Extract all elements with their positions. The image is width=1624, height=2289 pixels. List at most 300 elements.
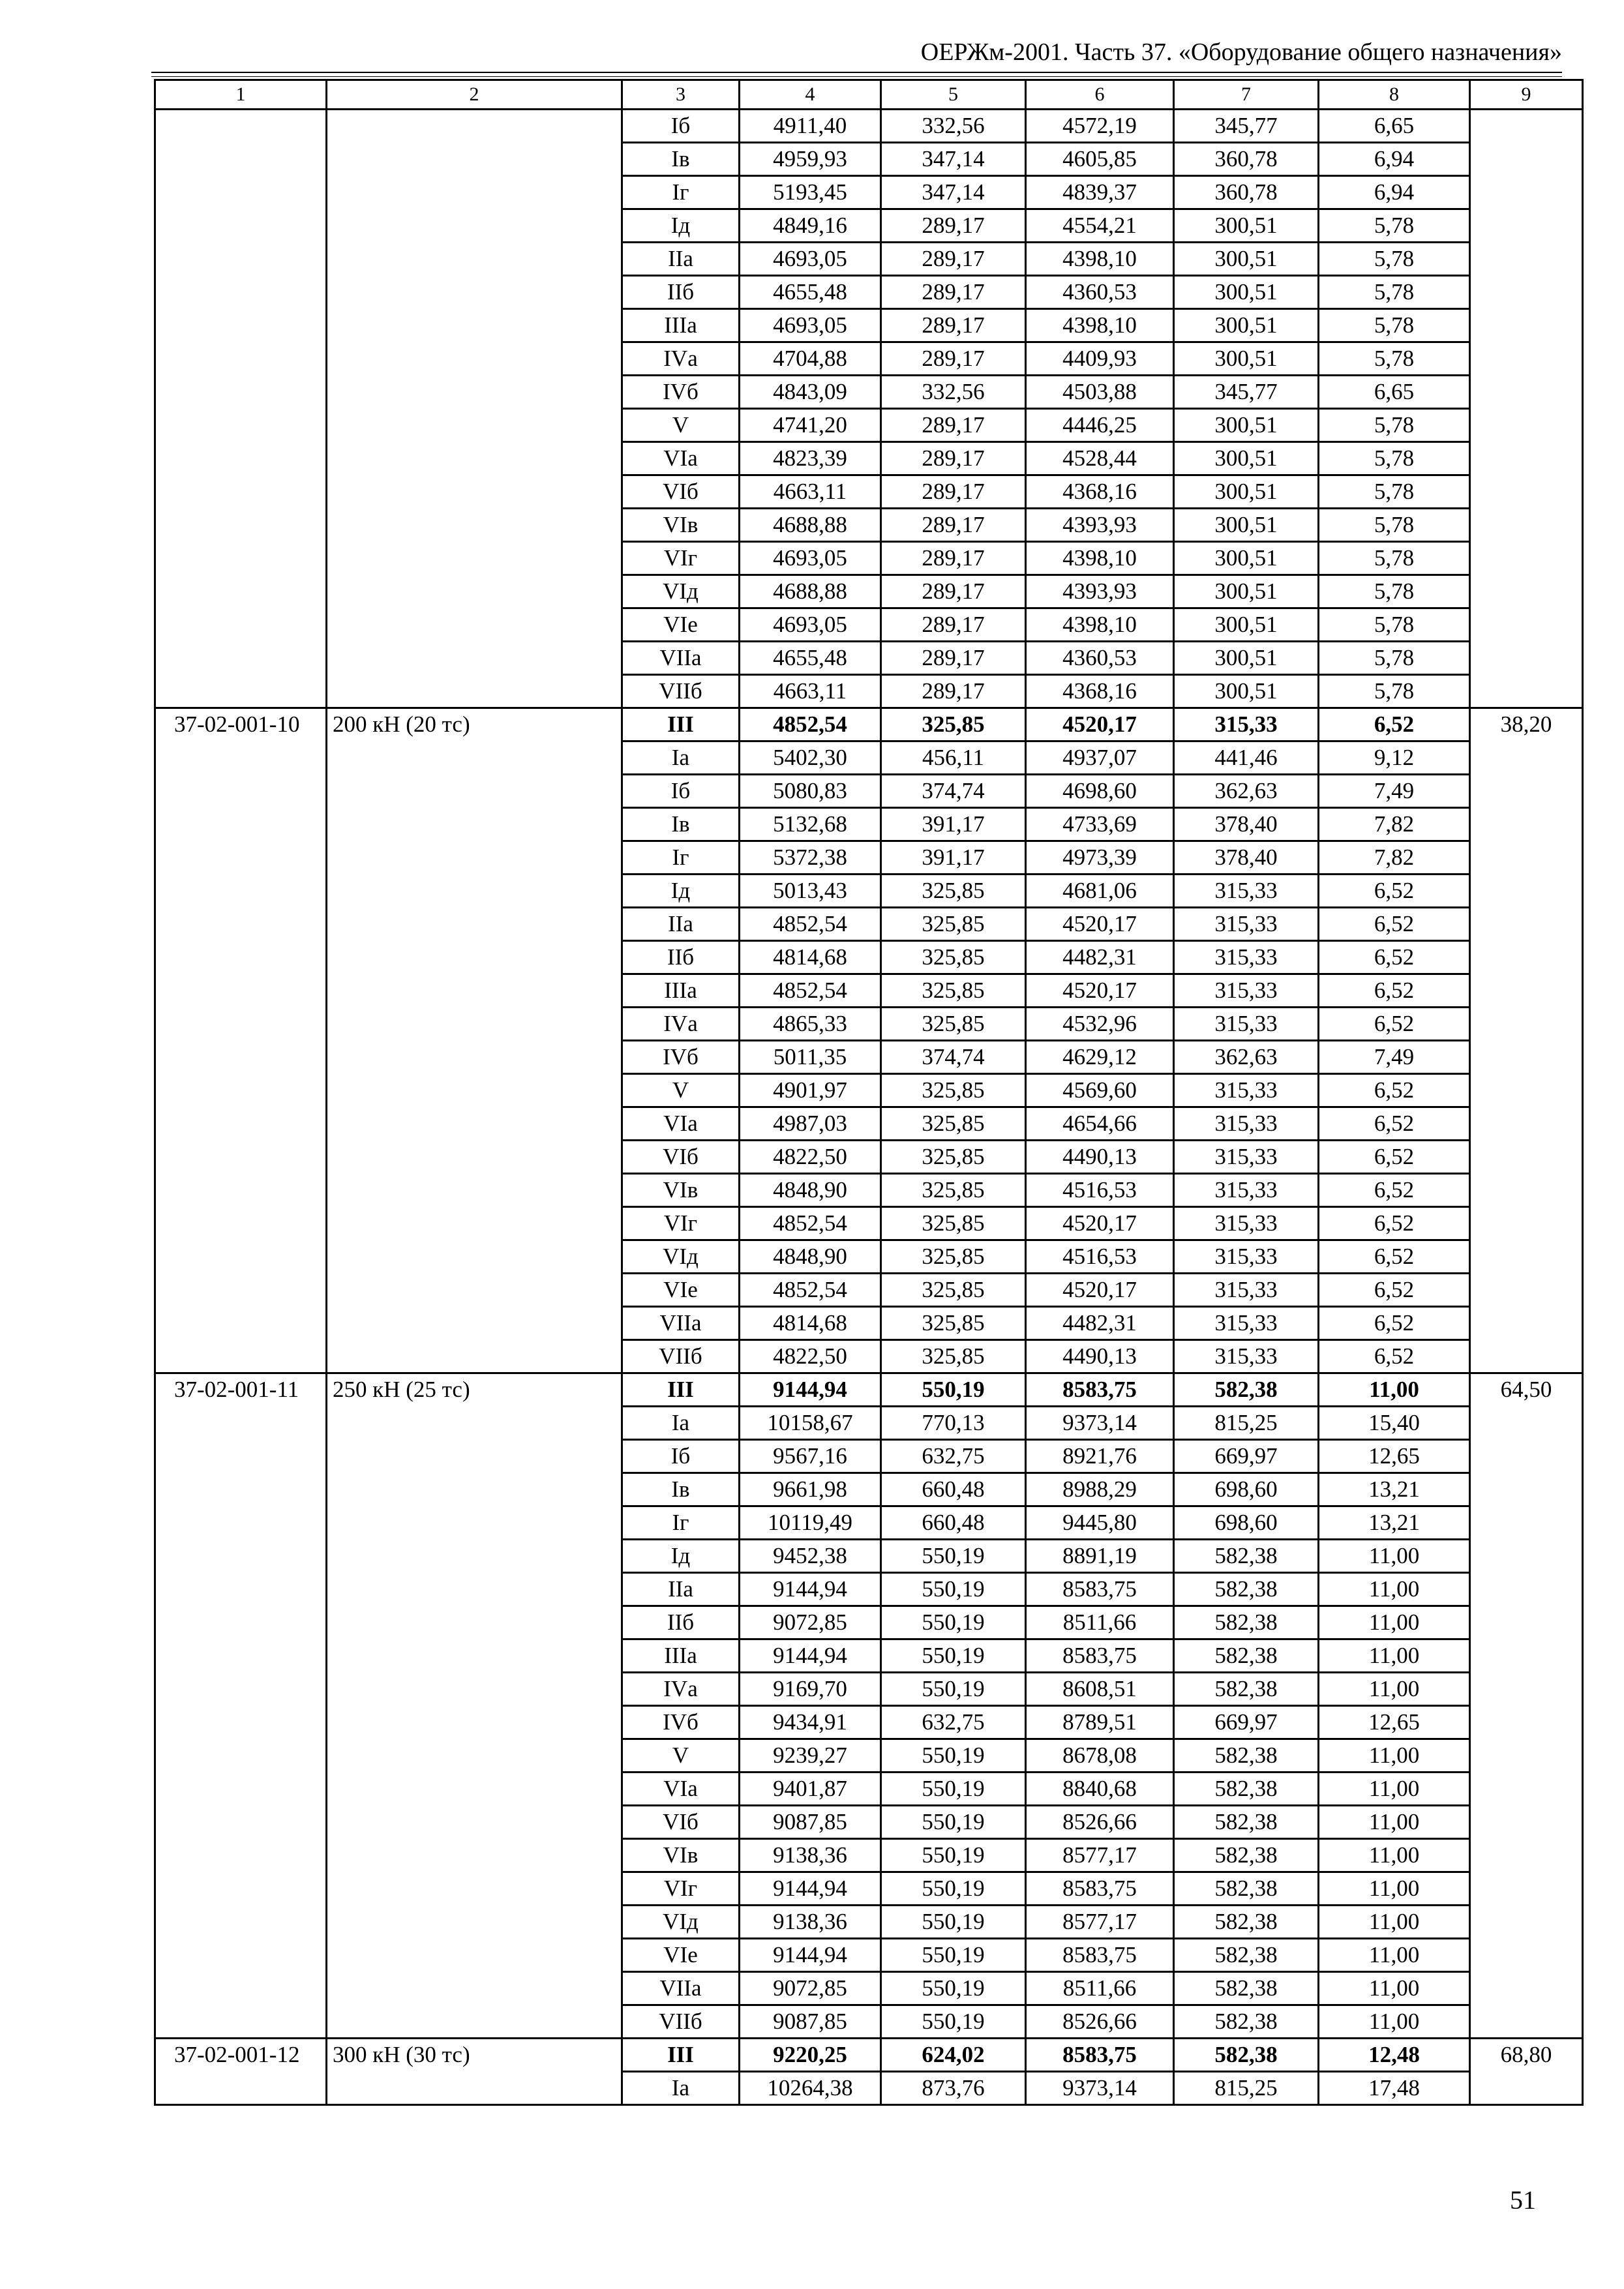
- value-cell: 5,78: [1319, 542, 1470, 575]
- value-cell: 4693,05: [740, 243, 881, 276]
- capacity-cell: 250 кН (25 тс): [327, 1373, 622, 2039]
- value-cell: 873,76: [881, 2072, 1026, 2105]
- value-cell: 10119,49: [740, 1506, 881, 1540]
- value-cell: 4688,88: [740, 509, 881, 542]
- value-cell: 6,52: [1319, 1307, 1470, 1340]
- value-cell: 6,52: [1319, 875, 1470, 908]
- value-cell: 9661,98: [740, 1473, 881, 1506]
- value-cell: 289,17: [881, 608, 1026, 642]
- value-cell: 5,78: [1319, 409, 1470, 442]
- zone-cell: IVа: [622, 1673, 740, 1706]
- zone-cell: VIа: [622, 442, 740, 475]
- value-cell: 9144,94: [740, 1939, 881, 1972]
- zone-cell: Iв: [622, 143, 740, 176]
- header-rule-thin: [151, 76, 1562, 77]
- zone-cell: V: [622, 409, 740, 442]
- value-cell: 4663,11: [740, 675, 881, 708]
- value-cell: 325,85: [881, 1307, 1026, 1340]
- value-cell: 9138,36: [740, 1839, 881, 1872]
- zone-cell: Iб: [622, 775, 740, 808]
- value-cell: 6,65: [1319, 376, 1470, 409]
- zone-cell: IVб: [622, 1706, 740, 1739]
- zone-cell: VIг: [622, 1872, 740, 1906]
- value-cell: 9220,25: [740, 2039, 881, 2072]
- value-cell: 770,13: [881, 1407, 1026, 1440]
- zone-cell: IVб: [622, 376, 740, 409]
- value-cell: 300,51: [1174, 475, 1319, 509]
- value-cell: 5,78: [1319, 475, 1470, 509]
- value-cell: 4655,48: [740, 276, 881, 309]
- zone-cell: Iг: [622, 1506, 740, 1540]
- capacity-cell: 200 кН (20 тс): [327, 708, 622, 1373]
- value-cell: 550,19: [881, 1373, 1026, 1407]
- value-cell: 378,40: [1174, 841, 1319, 875]
- value-cell: 8583,75: [1026, 1573, 1174, 1606]
- column-header-row: [155, 80, 1583, 110]
- value-cell: 15,40: [1319, 1407, 1470, 1440]
- value-cell: 8583,75: [1026, 1639, 1174, 1673]
- value-cell: 9144,94: [740, 1639, 881, 1673]
- zone-cell: Iг: [622, 176, 740, 209]
- value-cell: 8988,29: [1026, 1473, 1174, 1506]
- zone-cell: Iв: [622, 808, 740, 841]
- value-cell: 660,48: [881, 1473, 1026, 1506]
- value-cell: 632,75: [881, 1440, 1026, 1473]
- value-cell: 669,97: [1174, 1440, 1319, 1473]
- value-cell: 550,19: [881, 1972, 1026, 2005]
- value-cell: 17,48: [1319, 2072, 1470, 2105]
- value-cell: 5372,38: [740, 841, 881, 875]
- zone-cell: VIа: [622, 1773, 740, 1806]
- value-cell: 360,78: [1174, 143, 1319, 176]
- zone-cell: VIа: [622, 1107, 740, 1141]
- value-cell: 4823,39: [740, 442, 881, 475]
- value-cell: 4911,40: [740, 110, 881, 143]
- total-cell: [1470, 110, 1583, 708]
- value-cell: 378,40: [1174, 808, 1319, 841]
- zone-cell: VIг: [622, 1207, 740, 1240]
- value-cell: 4482,31: [1026, 1307, 1174, 1340]
- value-cell: 11,00: [1319, 1739, 1470, 1773]
- zone-cell: VIв: [622, 1839, 740, 1872]
- value-cell: 624,02: [881, 2039, 1026, 2072]
- value-cell: 4733,69: [1026, 808, 1174, 841]
- column-header: 3: [622, 80, 740, 110]
- value-cell: 582,38: [1174, 2039, 1319, 2072]
- value-cell: 6,52: [1319, 1174, 1470, 1207]
- value-cell: 6,52: [1319, 1240, 1470, 1274]
- value-cell: 300,51: [1174, 209, 1319, 243]
- zone-cell: VIIа: [622, 642, 740, 675]
- table-row: [155, 110, 1583, 143]
- value-cell: 4852,54: [740, 1207, 881, 1240]
- value-cell: 6,65: [1319, 110, 1470, 143]
- zone-cell: IVб: [622, 1041, 740, 1074]
- value-cell: 6,52: [1319, 1074, 1470, 1107]
- value-cell: 8840,68: [1026, 1773, 1174, 1806]
- value-cell: 9072,85: [740, 1972, 881, 2005]
- zone-cell: IIIа: [622, 974, 740, 1008]
- value-cell: 582,38: [1174, 1573, 1319, 1606]
- value-cell: 5,78: [1319, 442, 1470, 475]
- value-cell: 11,00: [1319, 1806, 1470, 1839]
- value-cell: 325,85: [881, 1174, 1026, 1207]
- value-cell: 289,17: [881, 542, 1026, 575]
- value-cell: 289,17: [881, 342, 1026, 376]
- value-cell: 5,78: [1319, 575, 1470, 608]
- value-cell: 4681,06: [1026, 875, 1174, 908]
- value-cell: 13,21: [1319, 1506, 1470, 1540]
- value-cell: 4901,97: [740, 1074, 881, 1107]
- value-cell: 9144,94: [740, 1373, 881, 1407]
- zone-cell: Iб: [622, 1440, 740, 1473]
- value-cell: 4663,11: [740, 475, 881, 509]
- value-cell: 8511,66: [1026, 1972, 1174, 2005]
- value-cell: 315,33: [1174, 875, 1319, 908]
- value-cell: 289,17: [881, 675, 1026, 708]
- value-cell: 6,52: [1319, 708, 1470, 741]
- value-cell: 8583,75: [1026, 1939, 1174, 1972]
- value-cell: 325,85: [881, 1340, 1026, 1373]
- value-cell: 4852,54: [740, 974, 881, 1008]
- value-cell: 7,82: [1319, 808, 1470, 841]
- value-cell: 325,85: [881, 1141, 1026, 1174]
- value-cell: 5,78: [1319, 608, 1470, 642]
- value-cell: 4629,12: [1026, 1041, 1174, 1074]
- value-cell: 4398,10: [1026, 608, 1174, 642]
- value-cell: 325,85: [881, 1074, 1026, 1107]
- value-cell: 582,38: [1174, 1839, 1319, 1872]
- value-cell: 7,82: [1319, 841, 1470, 875]
- value-cell: 325,85: [881, 1008, 1026, 1041]
- value-cell: 4688,88: [740, 575, 881, 608]
- value-cell: 4814,68: [740, 941, 881, 974]
- value-cell: 582,38: [1174, 1373, 1319, 1407]
- zone-cell: Iв: [622, 1473, 740, 1506]
- value-cell: 300,51: [1174, 509, 1319, 542]
- value-cell: 13,21: [1319, 1473, 1470, 1506]
- value-cell: 4360,53: [1026, 642, 1174, 675]
- value-cell: 4520,17: [1026, 1274, 1174, 1307]
- value-cell: 8583,75: [1026, 1872, 1174, 1906]
- value-cell: 4814,68: [740, 1307, 881, 1340]
- value-cell: 4987,03: [740, 1107, 881, 1141]
- value-cell: 315,33: [1174, 1074, 1319, 1107]
- value-cell: 11,00: [1319, 1773, 1470, 1806]
- capacity-cell: 300 кН (30 тс): [327, 2039, 622, 2105]
- value-cell: 6,52: [1319, 1107, 1470, 1141]
- value-cell: 289,17: [881, 575, 1026, 608]
- value-cell: 12,65: [1319, 1706, 1470, 1739]
- value-cell: 8577,17: [1026, 1839, 1174, 1872]
- value-cell: 10158,67: [740, 1407, 881, 1440]
- zone-cell: Iа: [622, 2072, 740, 2105]
- value-cell: 12,65: [1319, 1440, 1470, 1473]
- value-cell: 550,19: [881, 1739, 1026, 1773]
- value-cell: 660,48: [881, 1506, 1026, 1540]
- zone-cell: IIа: [622, 1573, 740, 1606]
- value-cell: 9452,38: [740, 1540, 881, 1573]
- value-cell: 4848,90: [740, 1174, 881, 1207]
- rate-code-cell: 37-02-001-12: [155, 2039, 327, 2105]
- value-cell: 5,78: [1319, 243, 1470, 276]
- total-cell: 64,50: [1470, 1373, 1583, 2039]
- value-cell: 4852,54: [740, 908, 881, 941]
- value-cell: 11,00: [1319, 1839, 1470, 1872]
- value-cell: 5,78: [1319, 675, 1470, 708]
- column-header: 7: [1174, 80, 1319, 110]
- value-cell: 300,51: [1174, 675, 1319, 708]
- value-cell: 315,33: [1174, 1307, 1319, 1340]
- value-cell: 5,78: [1319, 276, 1470, 309]
- zone-cell: VIв: [622, 1174, 740, 1207]
- value-cell: 8583,75: [1026, 2039, 1174, 2072]
- value-cell: 300,51: [1174, 309, 1319, 342]
- value-cell: 9373,14: [1026, 2072, 1174, 2105]
- zone-cell: VIд: [622, 575, 740, 608]
- value-cell: 582,38: [1174, 1806, 1319, 1839]
- value-cell: 300,51: [1174, 642, 1319, 675]
- value-cell: 4520,17: [1026, 708, 1174, 741]
- page-number: 51: [1510, 2185, 1536, 2215]
- value-cell: 582,38: [1174, 1872, 1319, 1906]
- value-cell: 325,85: [881, 1274, 1026, 1307]
- value-cell: 4528,44: [1026, 442, 1174, 475]
- value-cell: 582,38: [1174, 1739, 1319, 1773]
- value-cell: 582,38: [1174, 1906, 1319, 1939]
- value-cell: 4554,21: [1026, 209, 1174, 243]
- value-cell: 5132,68: [740, 808, 881, 841]
- value-cell: 9567,16: [740, 1440, 881, 1473]
- value-cell: 289,17: [881, 209, 1026, 243]
- value-cell: 4569,60: [1026, 1074, 1174, 1107]
- rate-code-cell: 37-02-001-11: [155, 1373, 327, 2039]
- value-cell: 456,11: [881, 741, 1026, 775]
- zone-cell: VIIа: [622, 1972, 740, 2005]
- value-cell: 12,48: [1319, 2039, 1470, 2072]
- value-cell: 550,19: [881, 2005, 1026, 2039]
- value-cell: 550,19: [881, 1872, 1026, 1906]
- value-cell: 815,25: [1174, 2072, 1319, 2105]
- value-cell: 5,78: [1319, 342, 1470, 376]
- value-cell: 325,85: [881, 908, 1026, 941]
- column-header: 9: [1470, 80, 1583, 110]
- value-cell: 289,17: [881, 309, 1026, 342]
- zone-cell: VIIа: [622, 1307, 740, 1340]
- value-cell: 582,38: [1174, 1639, 1319, 1673]
- column-header: 6: [1026, 80, 1174, 110]
- value-cell: 582,38: [1174, 1606, 1319, 1639]
- value-cell: 374,74: [881, 775, 1026, 808]
- value-cell: 8526,66: [1026, 1806, 1174, 1839]
- value-cell: 10264,38: [740, 2072, 881, 2105]
- total-cell: 68,80: [1470, 2039, 1583, 2105]
- column-header: 1: [155, 80, 327, 110]
- value-cell: 7,49: [1319, 775, 1470, 808]
- value-cell: 9087,85: [740, 2005, 881, 2039]
- value-cell: 4360,53: [1026, 276, 1174, 309]
- value-cell: 669,97: [1174, 1706, 1319, 1739]
- value-cell: 550,19: [881, 1939, 1026, 1972]
- value-cell: 582,38: [1174, 1773, 1319, 1806]
- value-cell: 289,17: [881, 642, 1026, 675]
- value-cell: 4398,10: [1026, 243, 1174, 276]
- value-cell: 345,77: [1174, 376, 1319, 409]
- value-cell: 4520,17: [1026, 974, 1174, 1008]
- value-cell: 4516,53: [1026, 1240, 1174, 1274]
- zone-cell: III: [622, 1373, 740, 1407]
- zone-cell: VIб: [622, 1806, 740, 1839]
- value-cell: 5402,30: [740, 741, 881, 775]
- value-cell: 289,17: [881, 475, 1026, 509]
- value-cell: 325,85: [881, 1107, 1026, 1141]
- value-cell: 4849,16: [740, 209, 881, 243]
- value-cell: 300,51: [1174, 243, 1319, 276]
- value-cell: 8921,76: [1026, 1440, 1174, 1473]
- zone-cell: IIа: [622, 243, 740, 276]
- value-cell: 6,52: [1319, 974, 1470, 1008]
- value-cell: 391,17: [881, 841, 1026, 875]
- value-cell: 11,00: [1319, 1906, 1470, 1939]
- value-cell: 315,33: [1174, 941, 1319, 974]
- value-cell: 315,33: [1174, 1274, 1319, 1307]
- value-cell: 4393,93: [1026, 575, 1174, 608]
- value-cell: 550,19: [881, 1906, 1026, 1939]
- value-cell: 5011,35: [740, 1041, 881, 1074]
- value-cell: 4446,25: [1026, 409, 1174, 442]
- value-cell: 289,17: [881, 442, 1026, 475]
- value-cell: 8583,75: [1026, 1373, 1174, 1407]
- value-cell: 4704,88: [740, 342, 881, 376]
- value-cell: 632,75: [881, 1706, 1026, 1739]
- zone-cell: VIг: [622, 542, 740, 575]
- zone-cell: VIе: [622, 608, 740, 642]
- zone-cell: III: [622, 2039, 740, 2072]
- value-cell: 4822,50: [740, 1141, 881, 1174]
- value-cell: 5193,45: [740, 176, 881, 209]
- zone-cell: IIIа: [622, 1639, 740, 1673]
- value-cell: 4655,48: [740, 642, 881, 675]
- value-cell: 4848,90: [740, 1240, 881, 1274]
- zone-cell: IVа: [622, 342, 740, 376]
- total-cell: 38,20: [1470, 708, 1583, 1373]
- value-cell: 5013,43: [740, 875, 881, 908]
- value-cell: 4490,13: [1026, 1340, 1174, 1373]
- zone-cell: Iд: [622, 1540, 740, 1573]
- value-cell: 6,52: [1319, 941, 1470, 974]
- value-cell: 300,51: [1174, 442, 1319, 475]
- value-cell: 4852,54: [740, 1274, 881, 1307]
- value-cell: 6,94: [1319, 143, 1470, 176]
- value-cell: 9138,36: [740, 1906, 881, 1939]
- zone-cell: V: [622, 1074, 740, 1107]
- value-cell: 5,78: [1319, 209, 1470, 243]
- value-cell: 362,63: [1174, 1041, 1319, 1074]
- value-cell: 289,17: [881, 276, 1026, 309]
- table-row: [155, 708, 1583, 741]
- value-cell: 8577,17: [1026, 1906, 1174, 1939]
- value-cell: 550,19: [881, 1606, 1026, 1639]
- value-cell: 315,33: [1174, 1141, 1319, 1174]
- value-cell: 9373,14: [1026, 1407, 1174, 1440]
- zone-cell: Iа: [622, 1407, 740, 1440]
- value-cell: 6,52: [1319, 1274, 1470, 1307]
- rate-code-cell: 37-02-001-10: [155, 708, 327, 1373]
- rates-table: [154, 79, 1584, 2106]
- zone-cell: VIб: [622, 1141, 740, 1174]
- value-cell: 6,52: [1319, 1207, 1470, 1240]
- header-rule: [151, 72, 1562, 73]
- value-cell: 11,00: [1319, 1673, 1470, 1706]
- value-cell: 315,33: [1174, 1240, 1319, 1274]
- zone-cell: VIе: [622, 1939, 740, 1972]
- value-cell: 550,19: [881, 1773, 1026, 1806]
- value-cell: 325,85: [881, 1240, 1026, 1274]
- value-cell: 8789,51: [1026, 1706, 1174, 1739]
- table-row: [155, 2039, 1583, 2072]
- value-cell: 9144,94: [740, 1872, 881, 1906]
- zone-cell: IVа: [622, 1008, 740, 1041]
- value-cell: 9072,85: [740, 1606, 881, 1639]
- value-cell: 300,51: [1174, 276, 1319, 309]
- zone-cell: VIд: [622, 1906, 740, 1939]
- value-cell: 550,19: [881, 1806, 1026, 1839]
- value-cell: 4409,93: [1026, 342, 1174, 376]
- value-cell: 4852,54: [740, 708, 881, 741]
- value-cell: 6,52: [1319, 1141, 1470, 1174]
- zone-cell: IIб: [622, 276, 740, 309]
- rate-code-cell: [155, 110, 327, 708]
- value-cell: 4368,16: [1026, 475, 1174, 509]
- value-cell: 11,00: [1319, 1972, 1470, 2005]
- zone-cell: III: [622, 708, 740, 741]
- value-cell: 11,00: [1319, 1939, 1470, 1972]
- value-cell: 300,51: [1174, 608, 1319, 642]
- value-cell: 550,19: [881, 1639, 1026, 1673]
- value-cell: 4693,05: [740, 608, 881, 642]
- value-cell: 4368,16: [1026, 675, 1174, 708]
- value-cell: 315,33: [1174, 1340, 1319, 1373]
- value-cell: 11,00: [1319, 2005, 1470, 2039]
- value-cell: 391,17: [881, 808, 1026, 841]
- value-cell: 11,00: [1319, 1606, 1470, 1639]
- value-cell: 4654,66: [1026, 1107, 1174, 1141]
- value-cell: 360,78: [1174, 176, 1319, 209]
- value-cell: 4973,39: [1026, 841, 1174, 875]
- value-cell: 300,51: [1174, 342, 1319, 376]
- value-cell: 6,52: [1319, 1340, 1470, 1373]
- value-cell: 11,00: [1319, 1540, 1470, 1573]
- value-cell: 347,14: [881, 143, 1026, 176]
- value-cell: 8891,19: [1026, 1540, 1174, 1573]
- value-cell: 289,17: [881, 409, 1026, 442]
- value-cell: 8608,51: [1026, 1673, 1174, 1706]
- value-cell: 8511,66: [1026, 1606, 1174, 1639]
- value-cell: 4503,88: [1026, 376, 1174, 409]
- value-cell: 315,33: [1174, 1107, 1319, 1141]
- value-cell: 11,00: [1319, 1573, 1470, 1606]
- value-cell: 345,77: [1174, 110, 1319, 143]
- value-cell: 300,51: [1174, 542, 1319, 575]
- value-cell: 582,38: [1174, 1972, 1319, 2005]
- value-cell: 4959,93: [740, 143, 881, 176]
- value-cell: 550,19: [881, 1839, 1026, 1872]
- zone-cell: VIIб: [622, 2005, 740, 2039]
- value-cell: 9087,85: [740, 1806, 881, 1839]
- value-cell: 5,78: [1319, 642, 1470, 675]
- zone-cell: VIе: [622, 1274, 740, 1307]
- value-cell: 441,46: [1174, 741, 1319, 775]
